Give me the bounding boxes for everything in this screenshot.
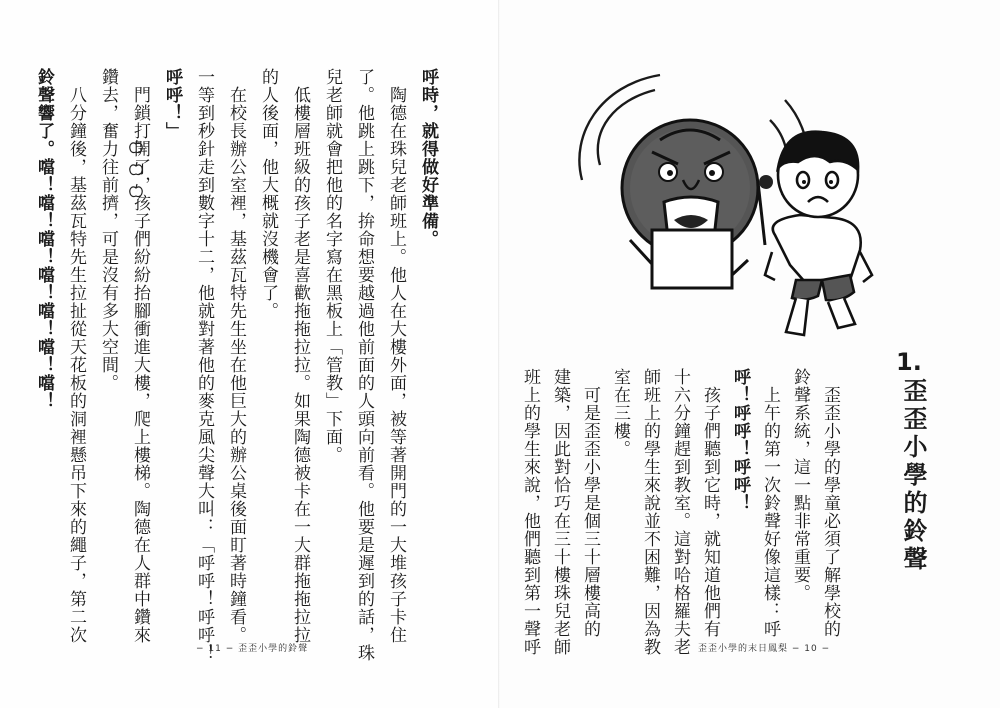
text-line: 門鎖打開了，孩子們紛紛抬腳衝進大樓，爬上樓梯。陶德在人群中鑽來 xyxy=(130,68,150,644)
text-line: 呼！呼呼！呼呼！ xyxy=(730,368,750,512)
apple-icon xyxy=(128,138,144,202)
text-line: 可是歪歪小學是個三十層樓高的 xyxy=(580,368,600,638)
text-line: 鈴聲響了。噹！噹！噹！噹！噹！噹！噹！ xyxy=(34,68,54,410)
text-line: 兒老師就會把他的名字寫在黑板上「管教」下面。 xyxy=(322,68,342,464)
text-line: 上午的第一次鈴聲好像這樣：呼 xyxy=(760,368,780,638)
text-line: 師班上的學生來說並不困難，因為教 xyxy=(640,368,660,656)
text-line: 班上的學生來說，他們聽到第一聲呼 xyxy=(520,368,540,656)
text-line: 的人後面，他大概就沒機會了。 xyxy=(258,68,278,320)
text-line: 呼呼！」 xyxy=(162,68,182,140)
text-line: 了。他跳上跳下，拚命想要越過他前面的人頭向前看。他要是遲到的話，珠 xyxy=(354,68,374,662)
chapter-title: 歪歪小學的鈴聲 xyxy=(899,378,927,574)
text-line: 在校長辦公室裡，基茲瓦特先生坐在他巨大的辦公桌後面盯著時鐘看。 xyxy=(226,68,246,644)
text-line: 十六分鐘趕到教室。這對哈格羅夫老 xyxy=(670,368,690,656)
apple-icons xyxy=(124,138,148,202)
bell-illustration xyxy=(560,70,890,340)
page-footer: 歪歪小學的末日鳳梨 − 10 − xyxy=(698,644,831,654)
chapter-number: 1. xyxy=(896,348,922,376)
text-line: 一等到秒針走到數字十二，他就對著他的麥克風尖聲大叫：「呼呼！呼呼！ xyxy=(194,68,214,662)
text-line: 建築，因此對恰巧在三十樓珠兒老師 xyxy=(550,368,570,656)
text-line: 陶德在珠兒老師班上。他人在大樓外面，被等著開門的一大堆孩子卡住 xyxy=(386,68,406,644)
text-line: 呼時，就得做好準備。 xyxy=(418,68,438,248)
text-line: 鑽去，奮力往前擠，可是沒有多大空間。 xyxy=(98,68,118,392)
text-line: 孩子們聽到它時，就知道他們有 xyxy=(700,368,720,638)
text-line: 低樓層班級的孩子老是喜歡拖拖拉拉。如果陶德被卡在一大群拖拖拉拉 xyxy=(290,68,310,644)
text-line: 八分鐘後，基茲瓦特先生拉扯從天花板的洞裡懸吊下來的繩子，第二次 xyxy=(66,68,86,644)
text-line: 鈴聲系統，這一點非常重要。 xyxy=(790,368,810,602)
text-line: 歪歪小學的學童必須了解學校的 xyxy=(820,368,840,638)
page-footer: − 11 − 歪歪小學的鈴聲 xyxy=(196,644,309,654)
text-line: 室在三樓。 xyxy=(610,368,630,458)
